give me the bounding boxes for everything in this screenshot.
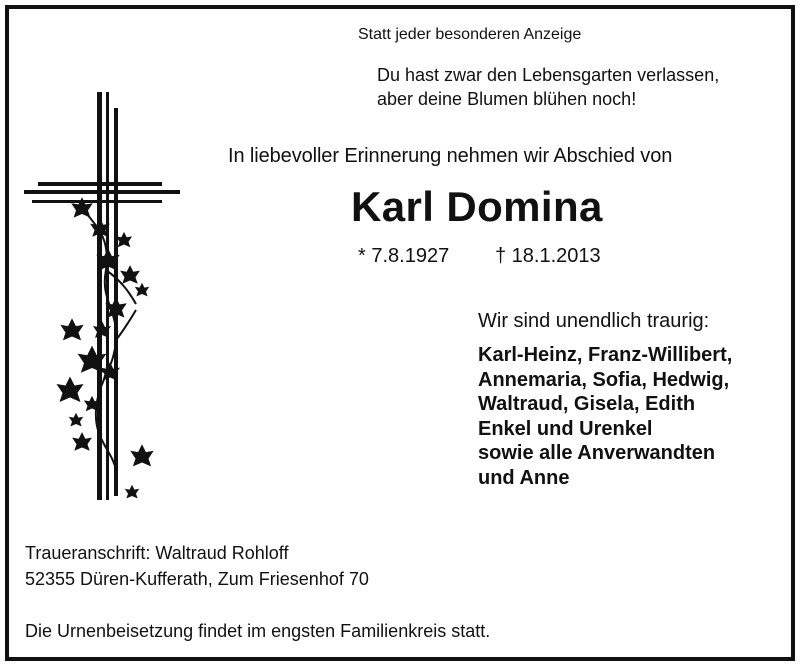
intro-text: In liebevoller Erinnerung nehmen wir Abschied von bbox=[228, 145, 673, 167]
poem-line: aber deine Blumen blühen noch! bbox=[377, 89, 637, 109]
address-line: Traueranschrift: Waltraud Rohloff bbox=[25, 543, 289, 563]
mourner-line: Annemaria, Sofia, Hedwig, bbox=[478, 368, 730, 391]
poem bbox=[377, 63, 797, 111]
mourner-line: Enkel und Urenkel bbox=[478, 417, 653, 440]
header-note: Statt jeder besonderen Anzeige bbox=[358, 26, 582, 43]
deceased-name: Karl Domina bbox=[351, 183, 603, 230]
mourner-line: Waltraud, Gisela, Edith bbox=[478, 393, 696, 415]
birth-date: * 7.8.1927 bbox=[358, 245, 450, 267]
mourner-line: sowie alle Anverwandten bbox=[478, 442, 716, 464]
grief-line: Wir sind unendlich traurig: bbox=[478, 310, 710, 332]
mourners-list bbox=[478, 343, 732, 490]
address-line: 52355 Düren-Kufferath, Zum Friesenhof 70 bbox=[25, 569, 369, 589]
cross-with-ivy-icon bbox=[20, 90, 190, 510]
death-date: † 18.1.2013 bbox=[495, 245, 601, 267]
mourner-line: Karl-Heinz, Franz-Willibert, bbox=[478, 344, 733, 366]
funeral-note: Die Urnenbeisetzung findet im engsten Familienkreis statt. bbox=[25, 621, 491, 641]
poem-line: Du hast zwar den Lebensgarten verlassen, bbox=[377, 65, 720, 85]
mourner-line: und Anne bbox=[478, 466, 570, 489]
